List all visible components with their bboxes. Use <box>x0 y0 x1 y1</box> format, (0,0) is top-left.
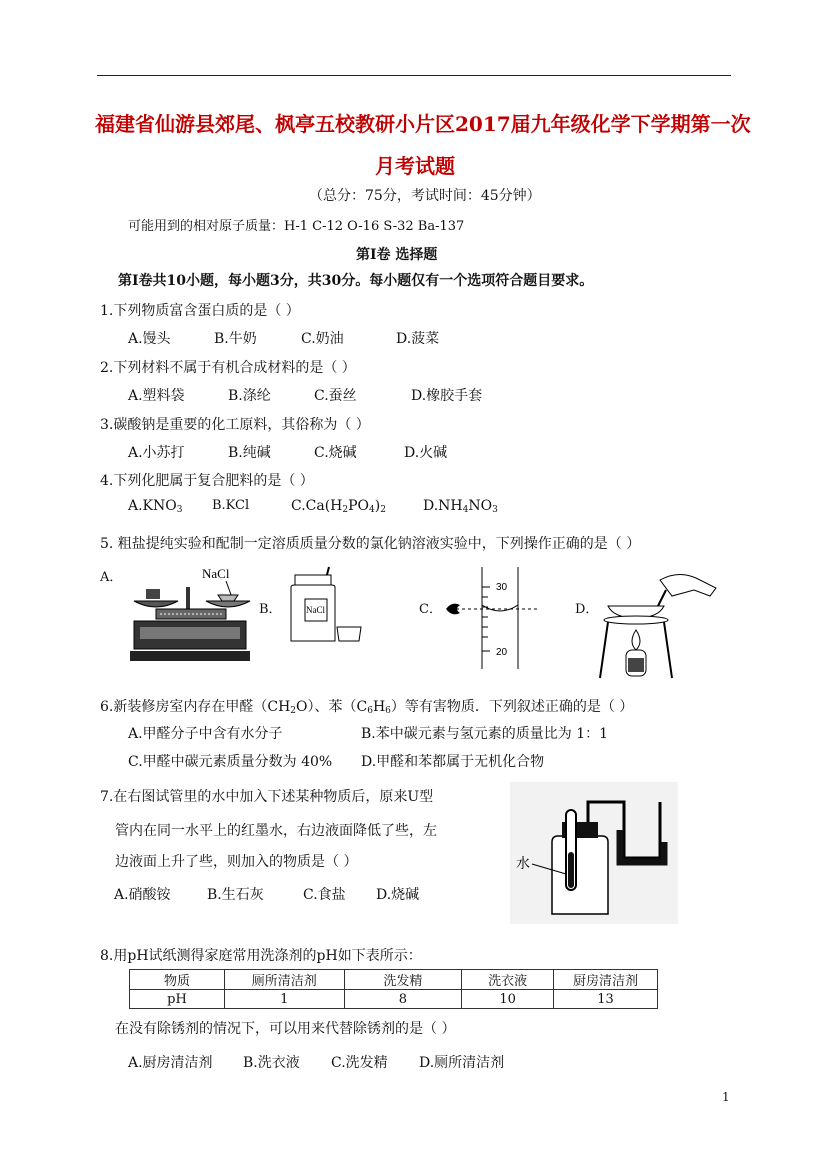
ph-table-row <box>130 990 658 1009</box>
q4-options <box>0 498 827 518</box>
u-tube-figure <box>510 782 678 924</box>
q2-option-d: D.橡胶手套 <box>411 388 483 404</box>
balance-nacl-label: NaCl <box>202 566 230 581</box>
q4-option-d: $D.NH_4NO_3$ <box>423 498 498 515</box>
q8-option-b: B.洗衣液 <box>243 1055 300 1071</box>
q1-stem: 1.下列物质富含蛋白质的是（ ） <box>100 303 300 319</box>
lamp-fuel <box>628 658 644 672</box>
q6-option-d: D.甲醛和苯都属于无机化合物 <box>361 754 545 770</box>
q6-option-b: B.苯中碳元素与氢元素的质量比为 1：1 <box>361 726 609 742</box>
page-number: 1 <box>722 1090 730 1104</box>
q7-line1: 7.在右图试管里的水中加入下述某种物质后，原来U型 <box>100 789 434 805</box>
jar-figure <box>287 565 365 645</box>
q3-option-b: B.纯碱 <box>228 445 271 461</box>
weight-block <box>146 589 160 599</box>
q6-options-row1 <box>0 723 827 743</box>
q8-option-a: A.厨房清洁剂 <box>128 1055 213 1071</box>
q1-option-a: A.馒头 <box>128 331 171 347</box>
atomic-masses: 可能用到的相对原子质量：H-1 C-12 O-16 S-32 Ba-137 <box>128 219 465 234</box>
q4-option-b: B.KCl <box>212 498 250 513</box>
q3-option-d: D.火碱 <box>404 445 448 461</box>
ph-table-header-row <box>130 970 658 990</box>
q2-stem: 2.下列材料不属于有机合成材料的是（ ） <box>100 360 356 376</box>
salt-paper <box>218 595 238 601</box>
q1-option-d: D.菠菜 <box>396 331 440 347</box>
tripod-ring <box>604 616 668 624</box>
title-line2: 月考试题 <box>375 154 455 178</box>
subtitle: （总分：75分，考试时间：45分钟） <box>309 188 541 204</box>
balance-figure <box>126 565 254 669</box>
test-tube-water <box>568 852 574 888</box>
q7-option-d: D.烧碱 <box>376 887 420 903</box>
right-pan <box>206 601 250 607</box>
q7-option-b: B.生石灰 <box>207 887 264 903</box>
q8-option-d: D.厕所清洁剂 <box>419 1055 505 1071</box>
q7-line2: 管内在同一水平上的红墨水，右边液面降低了些，左 <box>115 823 437 839</box>
hand <box>660 574 716 596</box>
q4-option-a: $A.KNO_3$ <box>128 498 183 515</box>
meniscus <box>482 605 518 611</box>
q1-option-b: B.牛奶 <box>214 331 257 347</box>
balance-base <box>130 651 250 661</box>
q7-line3: 边液面上升了些，则加入的物质是（ ） <box>115 854 358 870</box>
ph-table-cell: 13 <box>554 990 658 1009</box>
ph-table <box>129 969 658 1009</box>
tripod-leg-left <box>600 622 608 678</box>
flame <box>632 630 640 650</box>
q6-option-a: A.甲醛分子中含有水分子 <box>128 726 283 742</box>
section-instruction: 第Ⅰ卷共10小题，每小题3分，共30分。每小题仅有一个选项符合题目要求。 <box>118 273 594 289</box>
q2-options <box>0 385 827 405</box>
tick-label-30: 30 <box>496 582 508 593</box>
ph-table-cell: pH <box>130 990 225 1009</box>
section-heading: 第Ⅰ卷 选择题 <box>356 247 438 263</box>
ph-table-header-cell: 厕所清洁剂 <box>224 970 344 990</box>
q3-option-c: C.烧碱 <box>314 445 357 461</box>
q8-options <box>0 1052 827 1072</box>
q8-question: 在没有除锈剂的情况下，可以用来代替除锈剂的是（ ） <box>115 1021 456 1037</box>
jar-label: NaCl <box>306 605 325 615</box>
q8-option-c: C.洗发精 <box>331 1055 388 1071</box>
water-label: 水 <box>516 856 530 872</box>
ph-table-header-cell: 物质 <box>130 970 225 990</box>
q7-options <box>0 884 500 904</box>
flask <box>552 836 608 914</box>
beaker <box>337 627 361 641</box>
q3-option-a: A.小苏打 <box>128 445 185 461</box>
q5-option-b: B． <box>259 602 282 617</box>
q5-stem: 5. 粗盐提纯实验和配制一定溶质质量分数的氯化钠溶液实验中，下列操作正确的是（ ） <box>100 536 641 552</box>
ph-table-header-cell: 洗发精 <box>344 970 462 990</box>
q1-option-c: C.奶油 <box>301 331 344 347</box>
left-pan <box>134 601 178 607</box>
q7-option-c: C.食盐 <box>303 887 346 903</box>
balance-slot <box>140 627 240 639</box>
header-rule <box>97 75 731 76</box>
balance-beam <box>156 609 226 619</box>
q3-options <box>0 442 827 462</box>
balance-pointer <box>186 587 190 609</box>
q7-option-a: A.硝酸铵 <box>114 887 171 903</box>
q2-option-b: B.涤纶 <box>228 388 271 404</box>
q8-stem: 8.用pH试纸测得家庭常用洗涤剂的pH如下表所示： <box>100 948 422 964</box>
ph-table-cell: 8 <box>344 990 462 1009</box>
ph-table-header-cell: 厨房清洁剂 <box>554 970 658 990</box>
tripod-leg-right <box>664 622 672 678</box>
q6-options-row2 <box>0 751 827 771</box>
q4-stem: 4.下列化肥属于复合肥料的是（ ） <box>100 473 314 489</box>
ph-table-cell: 10 <box>462 990 554 1009</box>
ph-table-header-cell: 洗衣液 <box>462 970 554 990</box>
q5-option-d: D． <box>575 602 599 617</box>
q5-option-c: C． <box>419 602 442 617</box>
q4-option-c: $C.Ca(H_2PO_4)_2$ <box>291 498 386 515</box>
tick-label-20: 20 <box>496 647 508 658</box>
q2-option-c: C.蚕丝 <box>314 388 357 404</box>
q2-option-a: A.塑料袋 <box>128 388 185 404</box>
q6-stem: 6.新装修房室内存在甲醛$(CH_2O)$、苯$(C_6H_6)$等有害物质．下列叙述正确的是（ ） <box>100 699 634 716</box>
title-line1: 福建省仙游县郊尾、枫亭五校教研小片区2017届九年级化学下学期第一次 <box>95 112 751 136</box>
evaporation-figure <box>598 566 722 684</box>
q6-option-c: C.甲醛中碳元素质量分数为 40% <box>128 754 333 770</box>
q3-stem: 3.碳酸钠是重要的化工原料，其俗称为（ ） <box>100 417 370 433</box>
q1-options <box>0 328 827 348</box>
q5-option-a: A． <box>100 570 123 585</box>
cylinder-figure <box>440 565 540 669</box>
jar-neck <box>295 575 331 585</box>
ph-table-cell: 1 <box>224 990 344 1009</box>
